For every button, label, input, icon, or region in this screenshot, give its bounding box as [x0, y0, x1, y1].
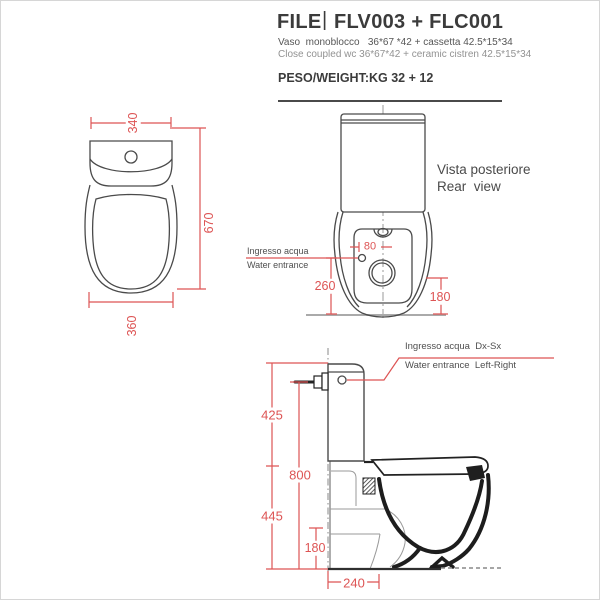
top-view-drawing	[85, 141, 177, 293]
dim-inlet-height: 260	[314, 278, 336, 293]
side-seat-hinge	[466, 465, 485, 481]
dim-outlet-height-side: 180	[304, 540, 326, 555]
product-model: FLV003 + FLC001	[334, 11, 504, 33]
weight-value: KG 32 + 12	[369, 71, 434, 85]
rear-inlet-label-italian: Ingresso acqua	[247, 246, 309, 256]
side-trap-pipe	[385, 509, 405, 567]
dim-depth: 670	[201, 212, 216, 234]
rear-view-title-english: Rear view	[437, 179, 501, 194]
rear-water-inlet-hole	[359, 255, 366, 262]
dim-outlet-distance: 240	[343, 575, 365, 591]
side-trap-outline	[394, 548, 420, 567]
top-view-seat-opening	[93, 195, 170, 290]
top-view-bowl-outline	[85, 185, 177, 293]
dim-bowl-width: 360	[124, 315, 139, 337]
title-divider: |	[322, 9, 328, 31]
weight-label: PESO/WEIGHT:	[278, 71, 369, 85]
rear-cistern	[341, 114, 425, 212]
dim-total-height: 800	[289, 467, 311, 483]
header-rule	[278, 100, 502, 102]
rear-drain-outer	[369, 260, 395, 286]
side-inlet-label-english: Water entrance Left-Right	[405, 360, 517, 371]
side-inlet-label-italian: Ingresso acqua Dx-Sx	[405, 341, 502, 352]
side-pedestal-front	[370, 534, 380, 569]
side-fixing-section	[363, 478, 375, 494]
side-flush-channel	[331, 471, 356, 506]
rear-view-title-italian: Vista posteriore	[437, 162, 531, 177]
description-italian: Vaso monoblocco 36*67 *42 + cassetta 42.5*15*34	[278, 37, 513, 48]
technical-drawing	[1, 1, 600, 600]
dim-line-360	[89, 292, 173, 308]
rear-bowl-wall-left	[339, 212, 359, 307]
dim-outlet-height-rear: 180	[429, 289, 451, 304]
dim-cistern-height: 425	[261, 407, 283, 423]
dim-line-425-445	[266, 363, 279, 569]
dim-bowl-height: 445	[261, 508, 283, 524]
dim-cistern-width: 340	[125, 112, 140, 134]
dim-line-670	[172, 128, 206, 289]
product-series: FILE	[277, 11, 322, 33]
rear-bowl-wall-right	[407, 212, 427, 307]
dim-inlet-offset: 80	[363, 240, 377, 253]
description-english: Close coupled wc 36*67*42 + ceramic cistren 42.5*15*34	[278, 49, 532, 60]
rear-drain-inner	[372, 263, 392, 283]
side-view-drawing	[295, 348, 504, 571]
rear-inlet-label-english: Water entrance	[247, 260, 309, 270]
